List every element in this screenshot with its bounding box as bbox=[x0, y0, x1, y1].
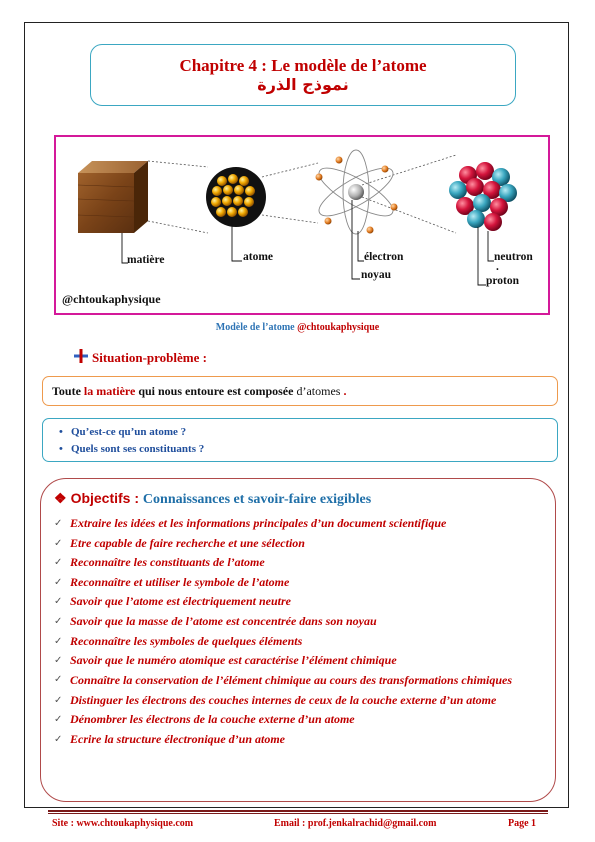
check-icon: ✓ bbox=[54, 655, 63, 667]
footer-rule bbox=[48, 810, 548, 812]
check-icon: ✓ bbox=[54, 576, 63, 588]
label-atome: atome bbox=[243, 251, 274, 263]
bohr-atom-icon bbox=[313, 150, 399, 234]
objective-item bbox=[54, 534, 548, 554]
statement-part4: d’atomes bbox=[296, 384, 341, 398]
situation-heading: Situation-problème : bbox=[92, 350, 207, 365]
statement-part2: la matière bbox=[83, 384, 136, 398]
check-icon: ✓ bbox=[54, 673, 63, 685]
label-noyau: noyau bbox=[361, 269, 392, 281]
objective-item bbox=[54, 514, 548, 534]
cross-icon bbox=[74, 349, 88, 363]
objective-text: Savoir que l’atome est électriquement neutre bbox=[70, 594, 291, 609]
objective-item bbox=[54, 691, 548, 711]
objectives-list bbox=[54, 514, 548, 750]
atom-model-illustration bbox=[56, 137, 547, 312]
label-dot: . bbox=[496, 261, 499, 273]
label-matiere: matière bbox=[127, 254, 165, 266]
questions-box bbox=[42, 418, 558, 462]
objective-text: Reconnaître et utiliser le symbole de l’atome bbox=[70, 574, 290, 589]
objective-item bbox=[54, 651, 548, 671]
check-icon: ✓ bbox=[54, 537, 63, 549]
objective-text: Reconnaître les symboles de quelques éléments bbox=[70, 633, 303, 648]
question-item: • Qu’est-ce qu’un atome ? bbox=[71, 424, 557, 441]
label-electron: électron bbox=[364, 251, 404, 263]
objective-text: Savoir que le numéro atomique est caractérise l’élément chimique bbox=[70, 653, 397, 668]
question-item: • Quels sont ses constituants ? bbox=[71, 441, 557, 458]
objective-item bbox=[54, 730, 548, 750]
objective-item bbox=[54, 671, 548, 691]
objective-text: Extraire les idées et les informations principales d’un document scientifique bbox=[70, 516, 447, 530]
footer-page: Page 1 bbox=[508, 818, 537, 829]
statement-part1: Toute bbox=[52, 384, 84, 398]
questions-list bbox=[71, 424, 557, 458]
nucleus-icon bbox=[449, 162, 517, 231]
objectives-label: Objectifs : bbox=[70, 490, 143, 506]
chapter-title-arabic: نموذج الذرة bbox=[257, 75, 349, 94]
label-neutron: neutron bbox=[494, 251, 533, 263]
check-icon: ✓ bbox=[54, 615, 63, 627]
objective-text: Distinguer les électrons des couches internes de ceux de la couche externe d’un atome bbox=[70, 692, 497, 707]
check-icon: ✓ bbox=[54, 596, 63, 608]
statement-part3: qui nous entoure est composée bbox=[135, 384, 297, 398]
objective-item bbox=[54, 710, 548, 730]
title-box bbox=[90, 44, 516, 106]
objective-item bbox=[54, 592, 548, 612]
check-icon: ✓ bbox=[54, 733, 63, 745]
wood-cube-icon bbox=[78, 161, 148, 233]
check-icon: ✓ bbox=[54, 635, 63, 647]
objective-text: Savoir que la masse de l’atome est concentrée dans son noyau bbox=[70, 613, 377, 628]
footer-rule-thin bbox=[48, 813, 548, 814]
situation-statement bbox=[42, 376, 558, 406]
check-icon: ✓ bbox=[54, 518, 63, 529]
objective-item bbox=[54, 553, 548, 573]
chapter-title: Chapitre 4 : Le modèle de l’atome bbox=[179, 56, 427, 75]
figure-caption bbox=[0, 322, 595, 333]
atom-model-figure bbox=[54, 135, 550, 315]
check-icon: ✓ bbox=[54, 557, 63, 569]
label-proton: proton bbox=[486, 275, 520, 287]
caption-text: Modèle de l’atome bbox=[215, 322, 298, 333]
objective-item bbox=[54, 612, 548, 632]
footer-site: Site : www.chtoukaphysique.com bbox=[52, 818, 194, 829]
objective-item bbox=[54, 573, 548, 593]
objective-item bbox=[54, 632, 548, 652]
objectives-subtitle: Connaissances et savoir-faire exigibles bbox=[142, 492, 372, 507]
caption-handle: @chtoukaphysique bbox=[297, 322, 380, 333]
objective-text: Connaître la conservation de l’élément chimique au cours des transformations chimiques bbox=[70, 672, 513, 687]
objective-text: Dénombrer les électrons de la couche externe d’un atome bbox=[70, 712, 355, 727]
diamond-icon: ❖ bbox=[54, 490, 67, 506]
objective-text: Etre capable de faire recherche et une sélection bbox=[70, 535, 305, 550]
objective-text: Reconnaître les constituants de l’atome bbox=[70, 555, 265, 570]
figure-watermark: @chtoukaphysique bbox=[62, 292, 161, 306]
check-icon: ✓ bbox=[54, 694, 63, 706]
check-icon: ✓ bbox=[54, 714, 63, 726]
statement-part5: . bbox=[340, 384, 347, 398]
atom-lattice-icon bbox=[206, 167, 266, 227]
objective-text: Ecrire la structure électronique d’un atome bbox=[70, 731, 286, 746]
objectives-title bbox=[54, 490, 371, 508]
footer-email: Email : prof.jenkalrachid@gmail.com bbox=[274, 818, 437, 829]
